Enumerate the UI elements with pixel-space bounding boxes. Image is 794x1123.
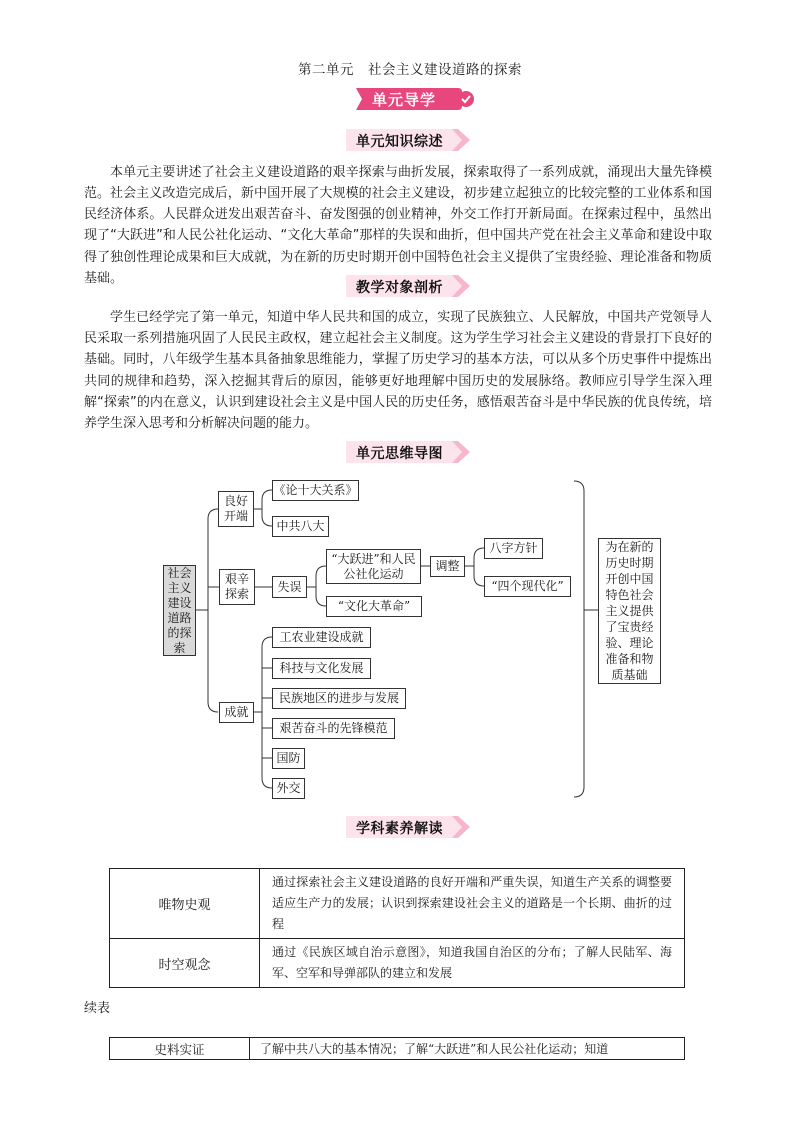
section-header-analysis	[346, 275, 472, 297]
literacy-table	[109, 868, 685, 988]
mindmap-mistakes-node: 失误	[272, 576, 307, 598]
section-title: 学科素养解读	[356, 821, 443, 837]
overview-paragraph-1: 本单元主要讲述了社会主义建设道路的艰辛探索与曲折发展，探索取得了一系列成就，涌现出大量先锋模范。	[84, 165, 712, 202]
mindmap-hardship-node: 艰辛探索	[219, 569, 255, 605]
section-header-literacy	[346, 816, 472, 838]
mindmap-mistake-item-node: “文化大革命”	[326, 596, 422, 617]
unit-guide-banner	[350, 86, 478, 112]
mindmap-achievement-item-node: 国防	[272, 748, 305, 769]
table-cell-content: 通过《民族区域自治示意图》，知道我国自治区的分布；了解人民陆军、海军、空军和导弹部队的建立和发展	[260, 939, 685, 988]
table-row	[110, 939, 685, 988]
mindmap-achievement-item-node: 外交	[272, 778, 305, 799]
section-title: 教学对象剖析	[356, 280, 443, 296]
continued-label: 续表	[84, 1001, 111, 1016]
mindmap-conclusion-node: 为在新的历史时期开创中国特色社会主义提供了宝贵经验、理论准备和物质基础	[598, 538, 661, 684]
analysis-paragraph: 学生已经学完了第一单元，知道中华人民共和国的成立，实现了民族独立、人民解放，中国共产党领导人民采取一系列措施巩固了人民民主政权，建立起社会主义制度。这为学生学习社会主义建设的背景打下良好的基础。同时，八年级学生基本具备抽象思维能力，掌握了历史学习的基本方法，可以从多个历史事件中提炼出共同的规律和趋势，深入挖掘其背后的原因，能够更好地理解中国历史的发展脉络。教师应引导学生深入理解“探索”的内在意义，认识到建设社会主义是中国人民的历史任务，感悟艰苦奋斗是中华民族的优良传统，培养学生深入思考和分析解决问题的能力。	[84, 310, 712, 432]
mindmap-achievement-item-node: 工农业建设成就	[272, 627, 371, 648]
mindmap-root-node: 社会主义建设道路的探索	[163, 565, 196, 656]
mindmap-adjust-node: 调整	[430, 556, 465, 577]
literacy-table-continued	[109, 1037, 685, 1060]
mindmap-achievement-node: 成就	[219, 702, 254, 723]
mindmap-good-item-node: 中共八大	[272, 516, 329, 537]
table-cell-content: 通过探索社会主义建设道路的良好开端和严重失误，知道生产关系的调整要适应生产力的发展；认识到探索建设社会主义的道路是一个长期、曲折的过程	[260, 869, 685, 939]
section-title: 单元思维导图	[356, 446, 443, 462]
mindmap-achievement-item-node: 科技与文化发展	[272, 658, 371, 679]
section-header-mindmap	[346, 441, 472, 463]
table-cell-label: 时空观念	[110, 939, 260, 988]
section-title: 单元知识综述	[356, 134, 443, 150]
mindmap-adjust-item-node: “四个现代化”	[484, 576, 571, 597]
table-row	[110, 1038, 685, 1060]
section-header-overview	[346, 129, 472, 151]
page-title: 第二单元 社会主义建设道路的探索	[298, 62, 522, 78]
table-cell-label: 唯物史观	[110, 869, 260, 939]
table-row	[110, 869, 685, 939]
mindmap-achievement-item-node: 艰苦奋斗的先锋模范	[272, 718, 395, 739]
mindmap-good-item-node: 《论十大关系》	[272, 480, 359, 501]
mindmap-good-start-node: 良好开端	[218, 491, 254, 527]
table-cell-content: 了解中共八大的基本情况；了解“大跃进”和人民公社化运动；知道	[250, 1038, 685, 1060]
banner-label: 单元导学	[372, 91, 437, 109]
overview-paragraph-2: 社会主义改造完成后，新中国开展了大规模的社会主义建设，初步建立起独立的比较完整的工业体系和国民经济体系。人民群众迸发出艰苦奋斗、奋发图强的创业精神，外交工作打开新局面。在探索过程中，虽然出现了“大跃进”和人民公社化运动、“文化大革命”那样的失误和曲折，但中国共产党在社会主义革命和建设中取得了独创性理论成果和巨大成就，为在新的历史时期开创中国特色社会主义提供了宝贵经验、理论准备和物质基础。	[84, 186, 712, 286]
mindmap-mistake-item-node: “大跃进”和人民公社化运动	[326, 549, 421, 584]
mindmap-achievement-item-node: 民族地区的进步与发展	[272, 688, 406, 709]
mindmap-adjust-item-node: 八字方针	[484, 538, 543, 559]
table-cell-label: 史料实证	[110, 1038, 250, 1060]
